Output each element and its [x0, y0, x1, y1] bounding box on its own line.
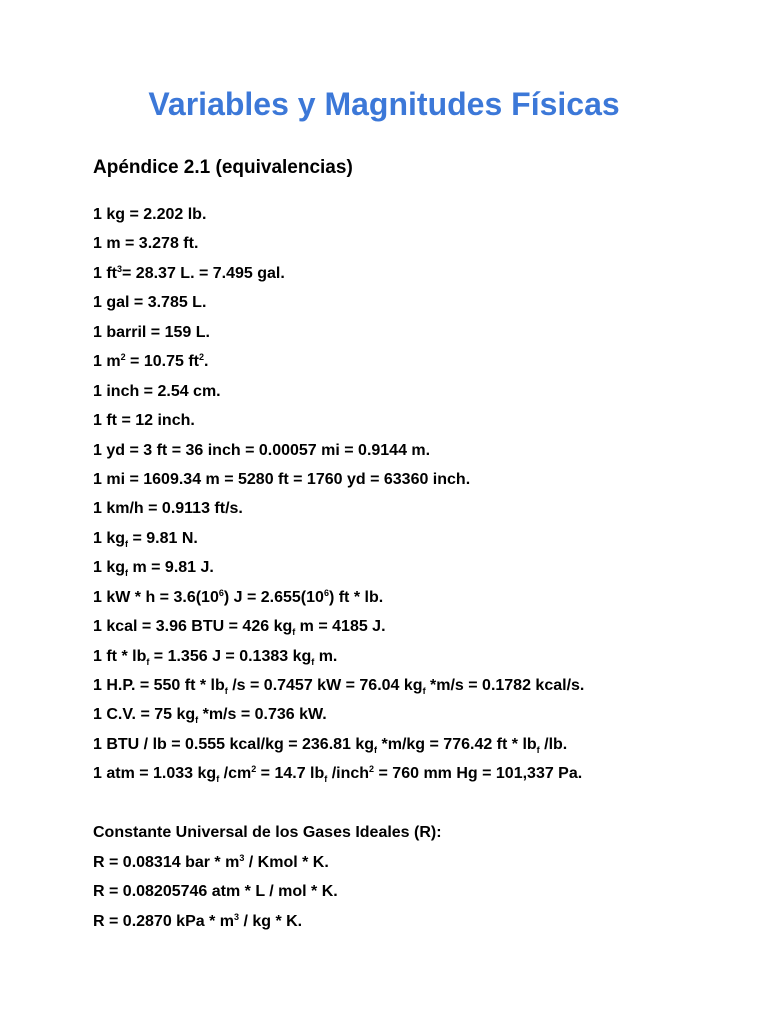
- text-segment: 1 m = 3.278 ft.: [93, 235, 199, 253]
- text-segment: 1 atm = 1.033 kg: [93, 765, 217, 783]
- text-segment: R = 0.2870 kPa * m: [93, 912, 234, 930]
- text-segment: = 28.37 L. = 7.495 gal.: [122, 264, 285, 282]
- text-segment: m.: [314, 647, 338, 665]
- text-segment: 1 BTU / lb = 0.555 kcal/kg = 236.81 kg: [93, 735, 375, 753]
- text-segment: 1 km/h = 0.9113 ft/s.: [93, 500, 243, 518]
- text-segment: 1 H.P. = 550 ft * lb: [93, 677, 225, 694]
- equivalence-line: [93, 262, 584, 291]
- subscript: f: [292, 627, 296, 638]
- subscript: f: [146, 656, 150, 667]
- equivalence-line: [93, 645, 584, 674]
- text-segment: /cm: [219, 765, 252, 783]
- text-segment: m = 4185 J.: [295, 618, 386, 636]
- equivalence-line: [93, 733, 584, 762]
- subscript: f: [224, 686, 228, 696]
- text-segment: 1 yd = 3 ft = 36 inch = 0.00057 mi = 0.9144 m.: [93, 441, 431, 459]
- text-segment: 1 gal = 3.785 L.: [93, 294, 207, 312]
- text-segment: *m/s = 0.736 kW.: [198, 706, 327, 724]
- text-segment: 1 barril = 159 L.: [93, 323, 210, 341]
- equivalence-line: [93, 350, 584, 379]
- equivalence-line: [93, 851, 584, 880]
- text-segment: = 760 mm Hg = 101,337 Pa.: [374, 765, 583, 783]
- text-segment: / Kmol * K.: [244, 853, 329, 871]
- appendix-heading: Apéndice 2.1 (equivalencias): [93, 157, 353, 178]
- text-segment: /lb.: [539, 735, 568, 753]
- text-segment: 1 mi = 1609.34 m = 5280 ft = 1760 yd = 63360 inch.: [93, 470, 471, 488]
- superscript: 2: [251, 764, 257, 775]
- text-segment: 1 C.V. = 75 kg: [93, 706, 196, 724]
- equivalence-line: [93, 821, 584, 850]
- text-segment: R = 0.08314 bar * m: [93, 853, 240, 871]
- superscript: 2: [120, 352, 126, 363]
- text-segment: / kg * K.: [239, 912, 303, 930]
- equivalence-line: [93, 380, 584, 409]
- superscript: 6: [218, 587, 224, 598]
- equivalence-line: [93, 468, 584, 497]
- equivalence-line: [93, 409, 584, 438]
- document-title: Variables y Magnitudes Físicas: [148, 86, 620, 122]
- superscript: 3: [233, 911, 239, 922]
- equivalence-line: [93, 674, 584, 703]
- equivalence-line: [93, 615, 584, 644]
- text-segment: 1 kcal = 3.96 BTU = 426 kg: [93, 618, 293, 636]
- text-segment: *m/s = 0.1782 kcal/s.: [425, 677, 585, 694]
- text-segment: /s = 0.7457 kW = 76.04 kg: [227, 677, 423, 694]
- equivalence-line: [93, 203, 584, 232]
- subscript: f: [216, 774, 220, 785]
- text-segment: 1 ft * lb: [93, 647, 147, 665]
- text-segment: 1 kg: [93, 559, 126, 577]
- blank-line: [93, 792, 584, 821]
- equivalence-line: [93, 880, 584, 909]
- equivalence-line: [93, 497, 584, 526]
- text-segment: *m/kg = 776.42 ft * lb: [377, 735, 537, 753]
- subscript: f: [125, 568, 129, 579]
- equivalence-list: [93, 203, 584, 939]
- equivalence-line: [93, 703, 584, 732]
- text-segment: 1 m: [93, 353, 121, 371]
- superscript: 2: [369, 764, 375, 775]
- equivalence-line: [93, 910, 584, 939]
- equivalence-line: [93, 527, 584, 556]
- superscript: 6: [323, 587, 329, 598]
- text-segment: = 10.75 ft: [125, 353, 199, 371]
- equivalence-line: [93, 291, 584, 320]
- superscript: 3: [239, 852, 245, 863]
- text-segment: = 9.81 N.: [128, 529, 198, 547]
- subscript: f: [311, 656, 315, 667]
- subscript: f: [374, 744, 378, 755]
- text-segment: /inch: [327, 765, 370, 783]
- subscript: f: [125, 538, 129, 549]
- text-segment: 1 ft = 12 inch.: [93, 412, 195, 430]
- text-segment: 1 ft: [93, 264, 117, 282]
- text-segment: = 1.356 J = 0.1383 kg: [149, 647, 312, 665]
- equivalence-line: [93, 321, 584, 350]
- text-segment: 1 kW * h = 3.6(10: [93, 588, 219, 606]
- equivalence-line: [93, 586, 584, 615]
- subscript: f: [324, 774, 328, 785]
- text-segment: 1 kg: [93, 529, 126, 547]
- subscript: f: [195, 715, 199, 726]
- superscript: 3: [117, 263, 123, 274]
- text-segment: R = 0.08205746 atm * L / mol * K.: [93, 883, 338, 901]
- equivalence-line: [93, 232, 584, 261]
- text-segment: = 14.7 lb: [256, 765, 325, 783]
- text-segment: .: [203, 353, 209, 371]
- text-segment: 1 kg = 2.202 lb.: [93, 206, 207, 223]
- subscript: f: [536, 744, 540, 755]
- equivalence-line: [93, 556, 584, 585]
- text-segment: Constante Universal de los Gases Ideales (R):: [93, 824, 442, 842]
- text-segment: ) J = 2.655(10: [223, 588, 324, 606]
- subscript: f: [422, 686, 426, 696]
- equivalence-line: [93, 439, 584, 468]
- superscript: 2: [198, 352, 204, 363]
- text-segment: m = 9.81 J.: [128, 559, 214, 577]
- text-segment: 1 inch = 2.54 cm.: [93, 382, 221, 400]
- equivalence-line: [93, 762, 584, 791]
- text-segment: ) ft * lb.: [328, 588, 384, 606]
